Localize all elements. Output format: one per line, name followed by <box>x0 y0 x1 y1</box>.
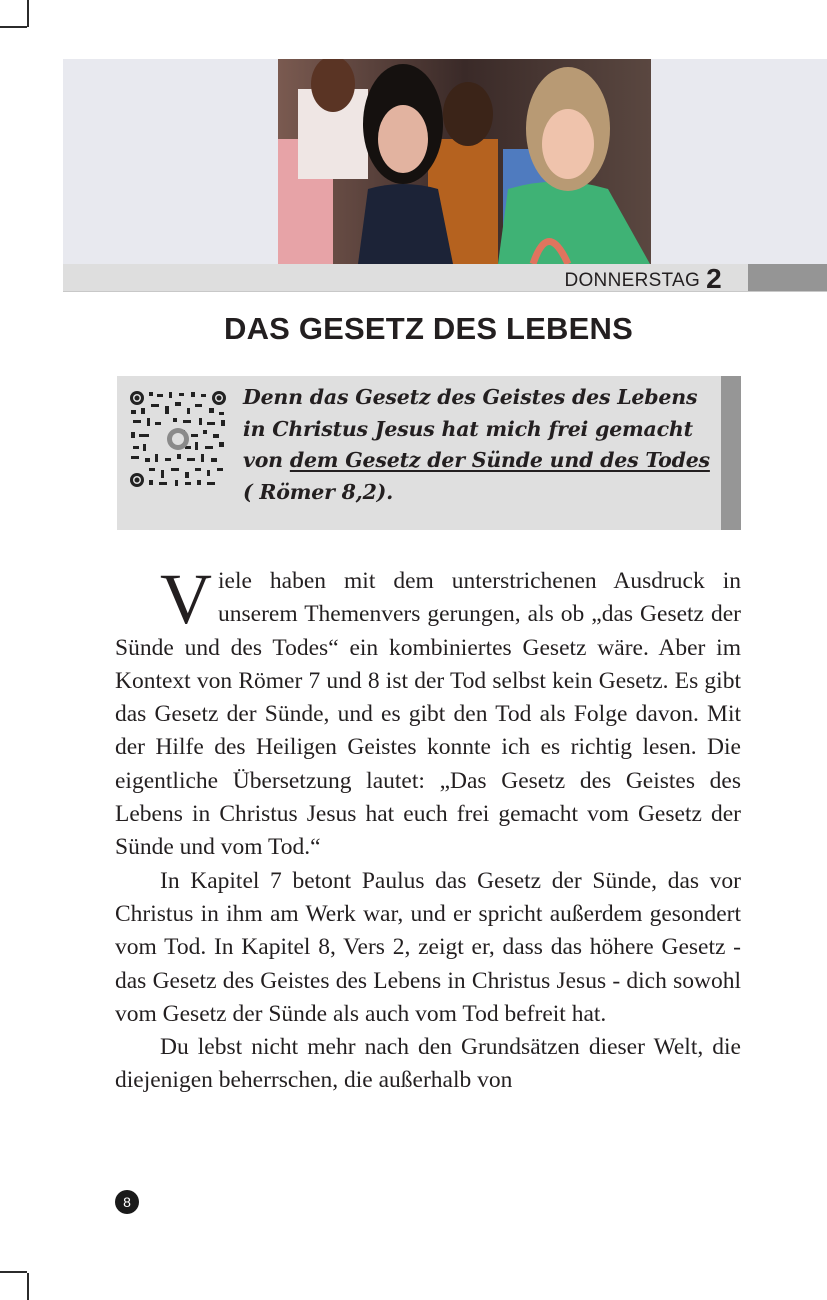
crop-mark-top-left-v <box>27 0 29 27</box>
article-body <box>115 559 741 1098</box>
verse-box-accent <box>721 376 741 530</box>
day-label <box>564 263 722 294</box>
paragraph: Viele haben mit dem unterstrichenen Ausdruck in unserem Themenvers gerungen, als ob „das Gesetz der Sünde und des Todes“ ein kombiniertes Gesetz wäre. Aber im Kontext von Römer 7 und 8 ist der Tod selbst kein Gesetz. Es gibt das Gesetz der Sünde, und es gibt den Tod als Folge davon. Mit der Hilfe des Heiligen Geistes konnte ich es richtig lesen. Die eigentliche Übersetzung lautet: „Das Gesetz des Geistes des Lebens in Christus Jesus hat euch frei gemacht vom Gesetz der Sünde und vom Tod.“ <box>115 559 741 861</box>
drop-cap: V <box>160 559 212 639</box>
qr-code-icon[interactable] <box>129 390 227 488</box>
photo-illustration-icon <box>278 59 651 264</box>
crop-mark-bottom-left-h <box>0 1271 27 1273</box>
day-bar-accent <box>748 264 827 291</box>
page-title: DAS GESETZ DES LEBENS <box>224 311 633 346</box>
paragraph: In Kapitel 7 betont Paulus das Gesetz der Sünde, das vor Christus in ihm am Werk war, und er spricht außerdem gesondert vom Tod. In Kapitel 8, Vers 2, zeigt er, dass das höhere Gesetz - das Gesetz des Geistes des Lebens in Christus Jesus - dich sowohl vom Gesetz der Sünde als auch vom Tod befreit hat. <box>115 867 741 1027</box>
crop-mark-top-left-h <box>0 26 27 28</box>
day-name: DONNERSTAG <box>564 270 701 291</box>
theme-verse <box>243 382 718 508</box>
verse-reference: ( Römer 8,2). <box>243 479 394 504</box>
page-number: 8 <box>115 1190 139 1214</box>
header-photo <box>278 59 651 264</box>
verse-text: Denn das Gesetz des Geistes des Lebens in Christus Jesus hat mich frei gemacht von <box>243 385 698 472</box>
crop-mark-bottom-left-v <box>27 1273 29 1300</box>
verse-underlined-phrase: dem Gesetz der Sünde und des Todes <box>289 448 710 472</box>
paragraph: Du lebst nicht mehr nach den Grundsätzen dieser Welt, die diejenigen beherrschen, die außerhalb von <box>115 1034 741 1094</box>
day-number: 2 <box>706 263 722 294</box>
